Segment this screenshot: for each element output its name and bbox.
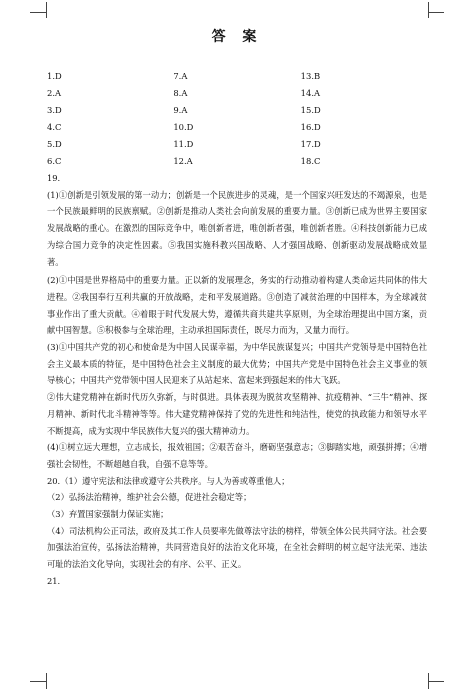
answer-item: 5.D <box>47 139 62 149</box>
q20-part-4: （4）司法机构公正司法，政府及其工作人员要率先做尊法守法的榜样，带领全体公民共同守法。社会要加强法治宣传，弘扬法治精神，共同营造良好的法治文化环境，在全社会鲜明的树立起守法光荣、违法可耻的法治文化导向，实现社会的有序、公平、正义。 <box>47 525 427 570</box>
answer-row <box>47 68 427 85</box>
answer-item: 4.C <box>47 122 62 132</box>
answer-item: 7.A <box>173 71 188 81</box>
answer-item: 9.A <box>173 105 188 115</box>
crop-mark-top-left-v <box>46 2 47 18</box>
answer-item: 8.A <box>173 88 188 98</box>
answer-body <box>47 170 427 590</box>
crop-mark-bottom-left-h <box>30 681 46 682</box>
crop-mark-top-right-v <box>428 2 429 18</box>
answer-row <box>47 102 427 119</box>
answer-row <box>47 119 427 136</box>
question-19-label: 19. <box>47 173 61 183</box>
page-title: 答 案 <box>211 29 263 45</box>
answer-item: 1.D <box>47 71 62 81</box>
crop-mark-top-right-h <box>428 12 444 13</box>
answer-item: 3.D <box>47 105 62 115</box>
answer-item: 6.C <box>47 156 62 166</box>
q19-part-1: (1)①创新是引领发展的第一动力；创新是一个民族进步的灵魂，是一个国家兴旺发达的不竭源泉，也是一个民族最鲜明的民族禀赋。②创新是推动人类社会向前发展的重要力量。③创新已成为世界主要国家发展战略的重心。在激烈的国际竞争中，唯创新者进，唯创新者强，唯创新者胜。④科技创新能力已成为综合国力竞争的决定性因素。⑤我国实施科教兴国战略、人才强国战略、创新驱动发展战略成效显著。 <box>47 189 427 267</box>
crop-mark-bottom-left-v <box>46 673 47 689</box>
answer-item: 12.A <box>173 156 193 166</box>
question-21-label: 21. <box>47 575 61 586</box>
answer-item: 17.D <box>300 139 321 149</box>
q20-part-1: 20.（1）遵守宪法和法律或遵守公共秩序。与人为善或尊重他人； <box>47 475 290 486</box>
answer-item: 10.D <box>173 122 194 132</box>
q19-part-4: (4)①树立远大理想，立志成长，报效祖国；②艰苦奋斗，磨砺坚强意志；③脚踏实地，顽强拼搏；④增强社会韧性，不断超越自我，自强不息等等。 <box>47 442 427 469</box>
q20-part-2: （2）弘扬法治精神，维护社会公德，促进社会稳定等； <box>47 492 252 503</box>
q19-part-3: (3)①中国共产党的初心和使命是为中国人民谋幸福，为中华民族谋复兴；中国共产党领导是中国特色社会主义最本质的特征，是中国特色社会主义制度的最大优势；中国共产党是中国特色社会主义事业的领导核心；中国共产党带领中国人民迎来了从站起来、富起来到强起来的伟大飞跃。 <box>47 342 427 386</box>
crop-mark-bottom-right-v <box>428 673 429 689</box>
answer-item: 14.A <box>300 88 321 98</box>
answer-item: 11.D <box>173 139 194 149</box>
answer-item: 2.A <box>47 88 62 98</box>
q19-part-2: (2)①中国是世界格局中的重要力量。正以新的发展理念，务实的行动推动着构建人类命运共同体的伟大进程。②我国奉行互利共赢的开放战略，走和平发展道路。③创造了减贫治理的中国样本，为全球减贫事业作出了重大贡献。④着眼于时代发展大势，遵循共商共建共享原则，为全球治理提出中国方案，贡献中国智慧。⑤积极参与全球治理，主动承担国际责任，既尽力而为，又量力而行。 <box>47 275 427 336</box>
answer-item: 15.D <box>300 105 321 115</box>
answer-row <box>47 153 427 170</box>
q20-part-3: （3）弃置国家强制力保证实施； <box>47 509 169 520</box>
q19-part-3-b: ②伟大建党精神在新时代历久弥新，与时俱进。具体表现为脱贫攻坚精神、抗疫精神、“三牛”精神、探月精神、新时代北斗精神等等。伟大建党精神保持了党的先进性和纯洁性，使党的执政能力和领导水平不断提高，成为实现中华民族伟大复兴的强大精神动力。 <box>47 392 427 436</box>
crop-mark-bottom-right-h <box>428 681 444 682</box>
answer-item: 18.C <box>300 156 321 166</box>
answer-row <box>47 136 427 153</box>
answer-row <box>47 85 427 102</box>
answer-item: 16.D <box>300 122 321 132</box>
answer-item: 13.B <box>300 71 321 81</box>
answer-grid <box>47 68 427 170</box>
crop-mark-top-left-h <box>30 12 46 13</box>
